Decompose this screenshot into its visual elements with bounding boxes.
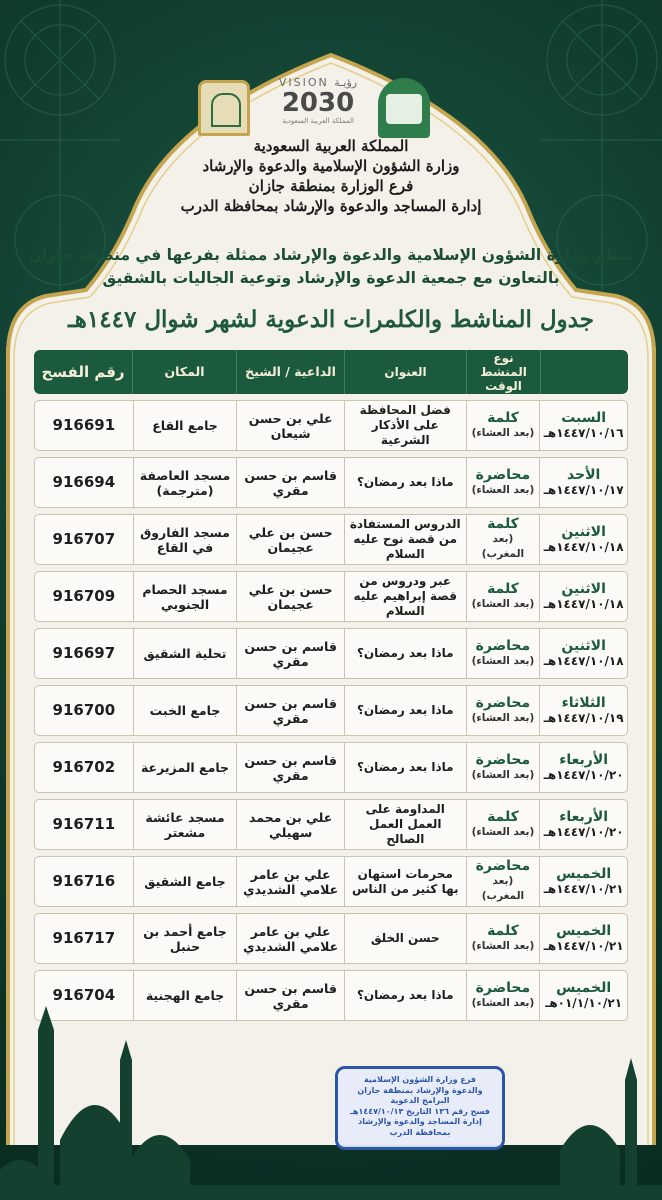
mosque-place: جامع الشقيق: [133, 857, 237, 906]
date: ١٤٤٧/١٠/١٧هـ: [543, 482, 624, 497]
day-name: السبت: [561, 409, 607, 426]
activity-time: (بعد العشاء): [471, 996, 535, 1009]
intro-text: [0, 244, 662, 290]
mosque-place: جامع الهجنية: [133, 971, 237, 1020]
day-cell: [539, 572, 627, 621]
lecture-title: عبر ودروس من قصة إبراهيم عليه السلام: [344, 572, 466, 621]
stamp-line: إدارة المساجد والدعوة والإرشاد: [358, 1117, 482, 1126]
header-line: المملكة العربية السعودية: [253, 137, 409, 155]
permit-number: 916694: [52, 473, 116, 491]
day-name: الخميس: [556, 865, 612, 882]
activity-time: (بعد المغرب): [481, 875, 525, 902]
header-day: اليوم والتاريخ: [540, 350, 628, 394]
mosque-place: جامع الخبت: [133, 686, 237, 735]
activity-type: كلمة: [487, 580, 519, 597]
sheikh-name: علي بن محمد سهيلي: [236, 800, 344, 849]
type-cell: [466, 743, 540, 792]
type-cell: [466, 572, 540, 621]
type-cell: [466, 686, 540, 735]
date: ١٤٤٧/١٠/١٦هـ: [543, 425, 624, 440]
schedule-title: جدول المناشط والكلمرات الدعوية لشهر شوال ١٤٤٧هـ: [68, 306, 594, 333]
day-name: الخميس: [556, 922, 612, 939]
type-cell: [466, 800, 540, 849]
activity-type: محاضرة: [475, 751, 531, 768]
permit-number: 916704: [52, 986, 116, 1004]
activity-time: (بعد العشاء): [471, 711, 535, 724]
day-name: الأحد: [566, 466, 601, 483]
activity-type: محاضرة: [475, 466, 531, 483]
vision-label: VISION رؤيـة: [278, 76, 358, 89]
permit-number: 916702: [52, 758, 116, 776]
permit-number: 916697: [52, 644, 116, 662]
sheikh-name: علي بن حسن شيعان: [236, 401, 344, 450]
lecture-title: فضل المحافظة على الأذكار الشرعية: [344, 401, 466, 450]
permit-number: 916707: [52, 530, 116, 548]
header-type: نوع المنشط الوقت: [466, 350, 540, 394]
lecture-title: ماذا بعد رمضان؟: [344, 629, 466, 678]
ministry-logo: [198, 80, 250, 136]
table-row: [34, 514, 628, 565]
stamp-line: البرامج الدعوية: [390, 1096, 450, 1105]
sheikh-name: قاسم بن حسن مقري: [236, 971, 344, 1020]
stamp-line: والدعوة والإرشاد بمنطقة جازان: [357, 1085, 483, 1095]
logos-row: [0, 72, 662, 142]
header-line: إدارة المساجد والدعوة والإرشاد بمحافظة الدرب: [180, 197, 482, 215]
header-number: رقم الفسح: [41, 363, 125, 381]
date: ١٤٤٧/١٠/٢١هـ: [543, 938, 624, 953]
lecture-title: ماذا بعد رمضان؟: [344, 686, 466, 735]
date: ١٤٤٧/١٠/١٨هـ: [543, 596, 624, 611]
header-line: فرع الوزارة بمنطقة جازان: [248, 177, 414, 195]
day-name: الثلاثاء: [561, 694, 606, 711]
day-cell: [539, 743, 627, 792]
day-name: الأربعاء: [559, 808, 609, 825]
ministry-header: [0, 136, 662, 216]
day-cell: [539, 857, 627, 906]
lecture-title: محرمات استهان بها كثير من الناس: [344, 857, 466, 906]
table-row: [34, 913, 628, 964]
activity-type: كلمة: [487, 922, 519, 939]
permit-number: 916709: [52, 587, 116, 605]
permit-number: 916691: [52, 416, 116, 434]
sheikh-name: حسن بن علي عجيمان: [236, 515, 344, 564]
sheikh-name: علي بن عامر علامي الشديدي: [236, 914, 344, 963]
intro-line: تنظم وزارة الشؤون الإسلامية والدعوة والإرشاد ممثلة بفرعها في منطقة جازان: [28, 246, 634, 264]
header-place: المكان: [132, 350, 236, 394]
mosque-place: مسجد العاصفة (مترجمة): [133, 458, 237, 507]
activity-time: (بعد العشاء): [471, 597, 535, 610]
sheikh-name: قاسم بن حسن مقري: [236, 458, 344, 507]
sheikh-name: قاسم بن حسن مقري: [236, 629, 344, 678]
table-row: [34, 628, 628, 679]
table-row: [34, 799, 628, 850]
association-logo: [378, 78, 430, 138]
table-row: [34, 571, 628, 622]
date: ١٤٤٧/١٠/١٩هـ: [543, 710, 624, 725]
vision-subtitle: المملكة العربية السعودية: [282, 117, 354, 125]
table-row: [34, 742, 628, 793]
lecture-title: الدروس المستفادة من قصة نوح عليه السلام: [344, 515, 466, 564]
table-row: [34, 685, 628, 736]
header-line: وزارة الشؤون الإسلامية والدعوة والإرشاد: [202, 157, 460, 175]
day-name: الاثنين: [561, 523, 606, 540]
mosque-place: جامع القاع: [133, 401, 237, 450]
stamp-line: فسح رقم ١٣٦ التاريخ ١٤٤٧/١٠/١٣هـ: [350, 1106, 490, 1116]
type-cell: [466, 857, 540, 906]
type-cell: [466, 401, 540, 450]
vision-2030-logo: [268, 76, 368, 138]
sheikh-name: حسن بن علي عجيمان: [236, 572, 344, 621]
header-sheikh: الداعية / الشيخ: [236, 350, 344, 394]
mosque-place: مسجد الحصام الجنوبي: [133, 572, 237, 621]
activity-type: محاضرة: [475, 637, 531, 654]
day-cell: [539, 515, 627, 564]
permit-number: 916717: [52, 929, 116, 947]
table-body: [34, 400, 628, 1021]
activity-type: كلمة: [487, 516, 519, 532]
activity-time: (بعد العشاء): [471, 426, 535, 439]
date: ١٤٤٧/١٠/٢١هـ: [543, 881, 624, 896]
activity-type: كلمة: [487, 409, 519, 426]
lecture-title: ماذا بعد رمضان؟: [344, 971, 466, 1020]
day-name: الاثنين: [561, 637, 606, 654]
mosque-place: جامع المزيرعة: [133, 743, 237, 792]
sheikh-name: علي بن عامر علامي الشديدي: [236, 857, 344, 906]
permit-number: 916700: [52, 701, 116, 719]
table-row: [34, 856, 628, 907]
day-cell: [539, 686, 627, 735]
table-row: [34, 400, 628, 451]
lecture-title: المداومة على العمل العمل الصالح: [344, 800, 466, 849]
activity-type: كلمة: [487, 808, 519, 825]
table-header: [34, 350, 628, 394]
activity-time: (بعد العشاء): [471, 483, 535, 496]
lecture-title: ماذا بعد رمضان؟: [344, 458, 466, 507]
date: ١٤٤٧/١٠/١٨هـ: [543, 653, 624, 668]
day-name: الخميس: [556, 979, 612, 996]
permit-number: 916711: [52, 815, 116, 833]
table-row: [34, 457, 628, 508]
header-title: العنوان: [344, 350, 466, 394]
activity-type: محاضرة: [475, 694, 531, 711]
vision-year: 2030: [281, 88, 355, 118]
sheikh-name: قاسم بن حسن مقري: [236, 743, 344, 792]
date: ١٤٤٧/١٠/٢٠هـ: [543, 767, 624, 782]
day-name: الاثنين: [561, 580, 606, 597]
permit-number: 916716: [52, 872, 116, 890]
activity-type: محاضرة: [475, 979, 531, 996]
activity-time: (بعد المغرب): [481, 533, 525, 560]
mosque-place: جامع أحمد بن حنبل: [133, 914, 237, 963]
activity-time: (بعد العشاء): [471, 768, 535, 781]
activity-time: (بعد العشاء): [471, 825, 535, 838]
type-cell: [466, 914, 540, 963]
date: ١٤٤٧/١٠/٢٠هـ: [543, 824, 624, 839]
stamp-line: فرع وزارة الشؤون الإسلامية: [363, 1075, 477, 1084]
date: ١٤٤٧/١٠/١٨هـ: [543, 539, 624, 554]
type-cell: [466, 458, 540, 507]
activity-time: (بعد العشاء): [471, 939, 535, 952]
type-cell: [466, 515, 540, 564]
type-cell: [466, 629, 540, 678]
stamp-line: بمحافظة الدرب: [389, 1127, 451, 1137]
day-name: الأربعاء: [559, 751, 609, 768]
schedule-table: [34, 350, 628, 1027]
day-cell: [539, 800, 627, 849]
mosque-place: تحلية الشقيق: [133, 629, 237, 678]
intro-line: بالتعاون مع جمعية الدعوة والإرشاد وتوعية الجاليات بالشقيق: [102, 269, 560, 287]
day-cell: [539, 629, 627, 678]
date: ٠١/١/١٠/٢١هـ: [545, 995, 623, 1010]
lecture-title: حسن الخلق: [344, 914, 466, 963]
day-cell: [539, 914, 627, 963]
lecture-title: ماذا بعد رمضان؟: [344, 743, 466, 792]
mosque-place: مسجد الفاروق في القاع: [133, 515, 237, 564]
day-cell: [539, 458, 627, 507]
activity-time: (بعد العشاء): [471, 654, 535, 667]
day-cell: [539, 401, 627, 450]
mosque-silhouette: [0, 1000, 662, 1200]
mosque-place: مسجد عائشة مشعتر: [133, 800, 237, 849]
activity-type: محاضرة: [475, 858, 531, 874]
sheikh-name: قاسم بن حسن مقري: [236, 686, 344, 735]
